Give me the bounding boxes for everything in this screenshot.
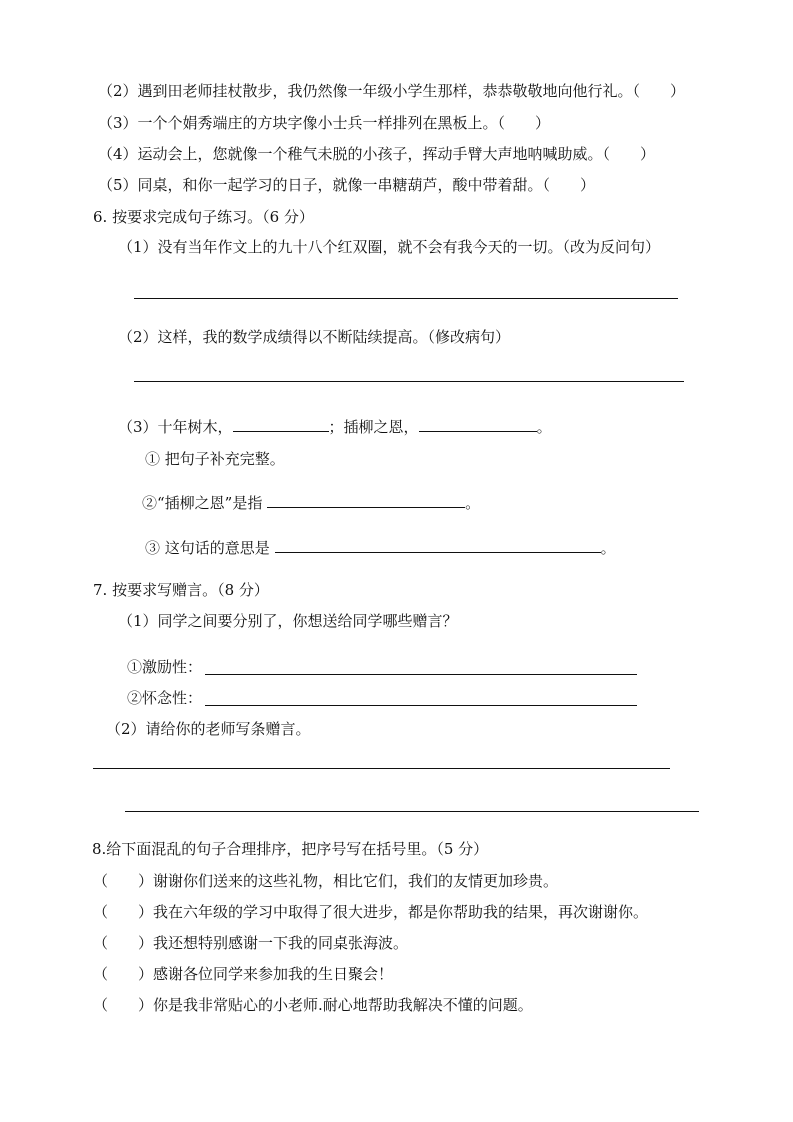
answer-line-6-2[interactable] — [134, 381, 684, 382]
sec5-item-4: （4）运动会上，您就像一个稚气未脱的小孩子，挥动手臂大声地呐喊助威。（ ） — [98, 145, 656, 163]
section-8-title: 8.给下面混乱的句子合理排序，把序号写在括号里。（5 分） — [92, 840, 489, 858]
sub2-label: ②“插柳之恩”是指 — [142, 494, 263, 512]
sub2-end: 。 — [465, 494, 481, 512]
sec7-item-b: ②怀念性： — [127, 689, 203, 707]
sec5-item-2: （2）遇到田老师挂杖散步，我仍然像一年级小学生那样，恭恭敬敬地向他行礼。（ ） — [98, 82, 686, 100]
answer-line-6-1[interactable] — [134, 298, 678, 299]
sec6-sub-2 — [142, 491, 480, 513]
sec8-item — [93, 964, 393, 984]
answer-line-7-2b[interactable] — [125, 811, 699, 812]
sec7-question-1: （1）同学之间要分别了，你想送给同学哪些赠言？ — [118, 612, 458, 630]
blank-q3-second[interactable] — [419, 415, 537, 432]
sec7-question-2: （2）请给你的老师写条赠言。 — [106, 720, 311, 738]
sec6-sub-3 — [145, 536, 616, 558]
sub3-end: 。 — [600, 539, 616, 557]
sec8-item-text: 谢谢你们送来的这些礼物，相比它们，我们的友情更加珍贵。 — [153, 872, 559, 890]
section-6-title: 6. 按要求完成句子练习。（6 分） — [93, 208, 314, 226]
sec7-item-a: ①激励性： — [127, 658, 203, 676]
answer-line-7-a[interactable] — [205, 674, 637, 675]
order-paren[interactable]: （ ） — [93, 965, 154, 983]
sec8-item-text: 感谢各位同学来参加我的生日聚会！ — [153, 965, 394, 983]
q3-end: 。 — [536, 418, 552, 436]
answer-line-7-2a[interactable] — [93, 768, 670, 769]
order-paren[interactable]: （ ） — [93, 872, 154, 890]
blank-sub-3[interactable] — [275, 536, 601, 553]
sec6-question-1: （1）没有当年作文上的九十八个红双圈，就不会有我今天的一切。（改为反问句） — [118, 238, 661, 256]
order-paren[interactable]: （ ） — [93, 934, 154, 952]
blank-q3-first[interactable] — [233, 415, 329, 432]
order-paren[interactable]: （ ） — [93, 903, 154, 921]
sub3-label: ③ 这句话的意思是 — [145, 539, 270, 557]
sec6-question-3 — [118, 415, 552, 437]
sec6-sub-1: ① 把句子补充完整。 — [145, 450, 285, 468]
sec8-item — [93, 871, 558, 891]
sec6-question-2: （2）这样，我的数学成绩得以不断陆续提高。（修改病句） — [118, 328, 511, 346]
q3-prefix: （3）十年树木， — [118, 418, 233, 436]
q3-mid: ；插柳之恩， — [328, 418, 419, 436]
section-7-title: 7. 按要求写赠言。（8 分） — [93, 581, 269, 599]
sec5-item-3: （3）一个个娟秀端庄的方块字像小士兵一样排列在黑板上。（ ） — [98, 114, 551, 132]
sec8-item-text: 我还想特别感谢一下我的同桌张海波。 — [153, 934, 409, 952]
sec8-item-text: 你是我非常贴心的小老师.耐心地帮助我解决不懂的问题。 — [153, 996, 533, 1014]
answer-line-7-b[interactable] — [205, 705, 637, 706]
blank-sub-2[interactable] — [267, 491, 465, 508]
order-paren[interactable]: （ ） — [93, 996, 154, 1014]
sec8-item — [93, 933, 408, 953]
sec8-item — [93, 902, 648, 922]
sec8-item — [93, 995, 533, 1015]
sec8-item-text: 我在六年级的学习中取得了很大进步，都是你帮助我的结果，再次谢谢你。 — [153, 903, 649, 921]
sec5-item-5: （5）同桌，和你一起学习的日子，就像一串糖葫芦，酸中带着甜。（ ） — [98, 176, 596, 194]
